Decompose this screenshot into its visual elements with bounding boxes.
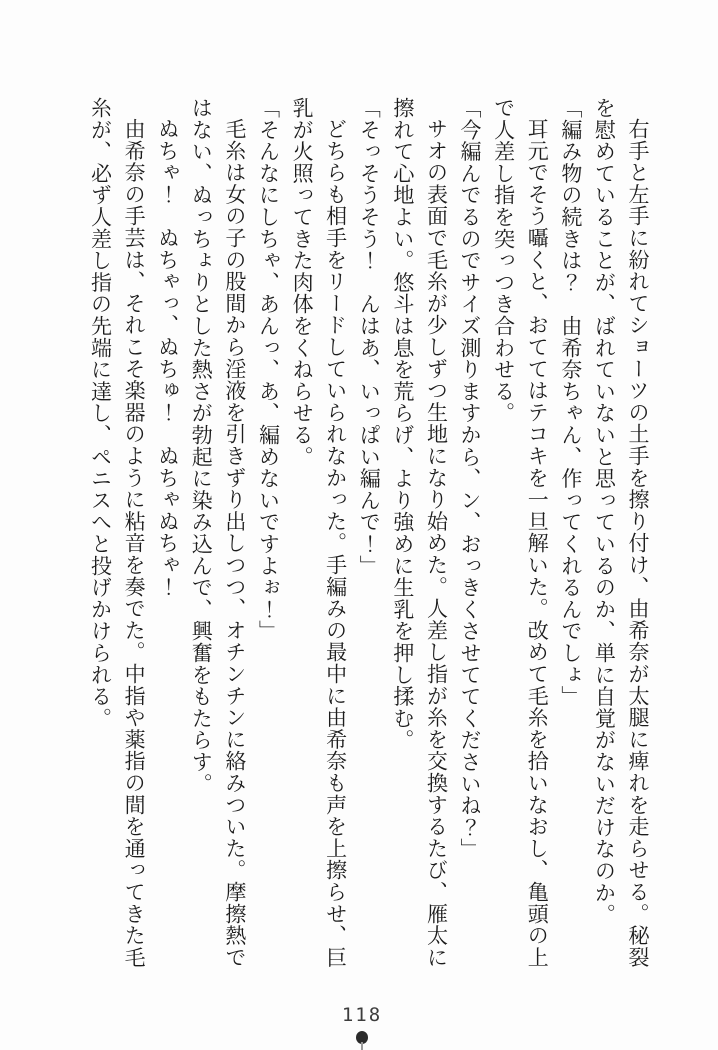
text-line-11: 乳が火照ってきた肉体をくねらせる。 — [290, 97, 315, 468]
text-line-8: 擦れて心地よい。悠斗は息を荒らげ、より強めに生乳を押し揉む。 — [390, 97, 415, 751]
text-line-16: 由希奈の手芸は、それこそ楽器のように粘音を奏でた。中指や薬指の間を通ってきた毛 — [122, 118, 147, 969]
text-line-17: 糸が、必ず人差し指の先端に達し、ペニスへと投げかけられる。 — [88, 97, 113, 730]
page-number: 118 — [341, 1004, 383, 1026]
text-line-4: 耳元でそう囁くと、おててはテコキを一旦解いた。改めて毛糸を拾いなおし、亀頭の上 — [525, 118, 550, 969]
text-line-7: サオの表面で毛糸が少しずつ生地になり始めた。人差し指が糸を交換するたび、雁太に — [424, 118, 449, 969]
vertical-text-block — [79, 97, 654, 979]
text-line-1: 右手と左手に紛れてショーツの土手を擦り付け、由希奈が太腿に痺れを走らせる。秘裂 — [626, 118, 650, 969]
text-line-15: ぬちゃ！ ぬちゃっ、ぬちゅ！ ぬちゃぬちゃ！ — [155, 118, 180, 598]
text-line-10: どちらも相手をリードしていられなかった。手編みの最中に由希奈も声を上擦らせ、巨 — [323, 118, 348, 969]
text-line-13: 毛糸は女の子の股間から淫液を引きずり出しつつ、オチンチンに絡みついた。摩擦熱で — [222, 118, 247, 969]
text-line-6: 「今編んでるのでサイズ測りますから、ン、おっきくさせててくださいね？」 — [458, 97, 483, 860]
text-line-14: はない、ぬっちょりとした熱さが勃起に染み込んで、興奮をもたらす。 — [189, 97, 214, 795]
page-pin-stem — [361, 1042, 363, 1050]
text-line-2: を慰めていることが、ばれていないと思っているのか、単に自覚がないだけなのか。 — [592, 97, 617, 926]
text-line-9: 「そっそうそう！ んはあ、いっぱい編んで！」 — [357, 97, 382, 577]
text-line-5: で人差し指を突っつき合わせる。 — [491, 97, 516, 424]
text-line-3: 「編み物の続きは？ 由希奈ちゃん、作ってくれるんでしょ」 — [558, 97, 583, 708]
text-line-12: 「そんなにしちゃ、あんっ、あ、編めないですよぉ！」 — [256, 97, 281, 642]
